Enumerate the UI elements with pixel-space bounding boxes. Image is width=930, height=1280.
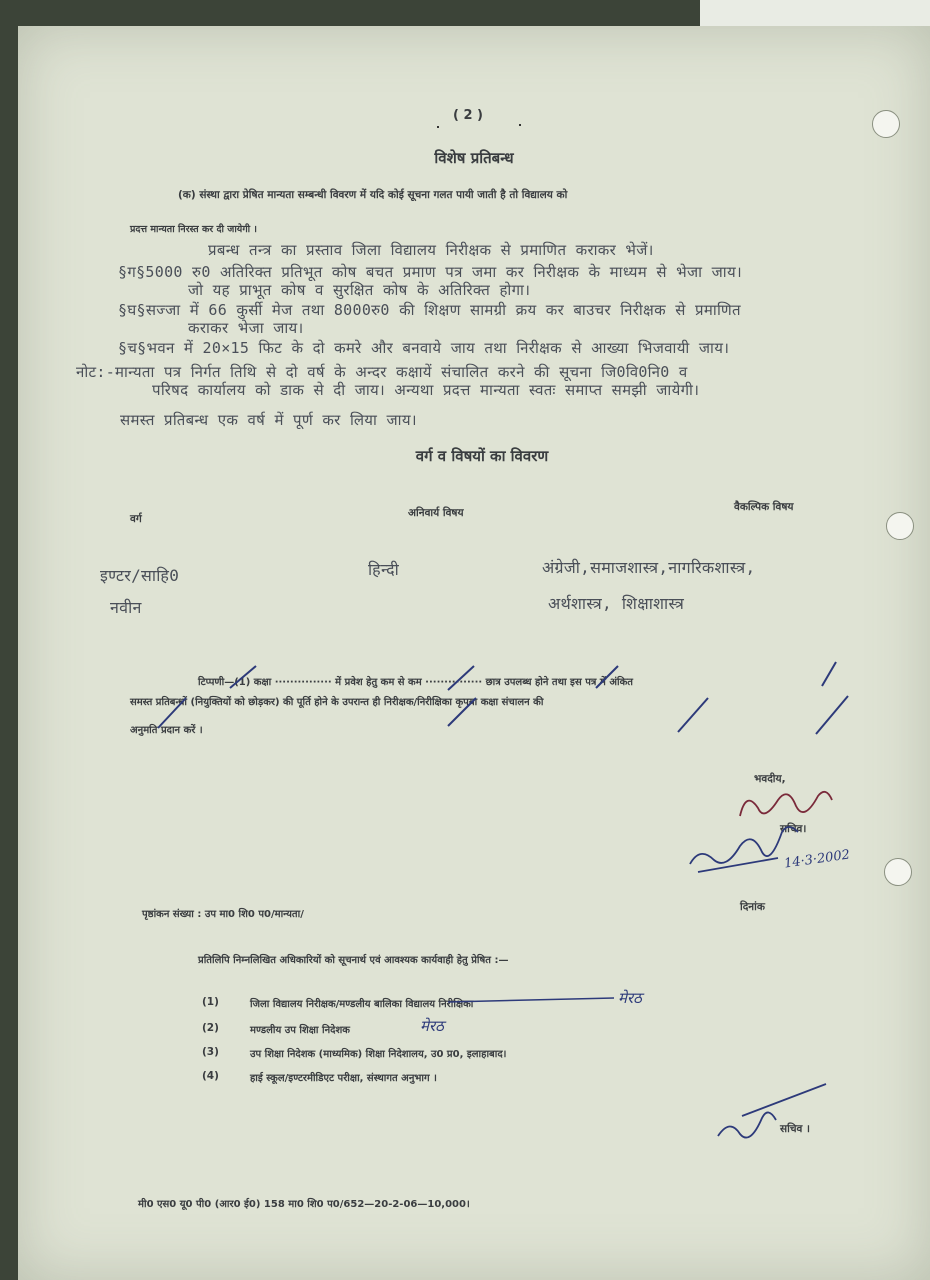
date-label: दिनांक bbox=[740, 901, 765, 913]
compulsory-subject: हिन्दी bbox=[368, 560, 400, 579]
subject-title: वर्ग व विषयों का विवरण bbox=[415, 447, 549, 465]
condition-1: प्रबन्ध तन्त्र का प्रस्ताव जिला विद्यालय निरीक्षक से प्रमाणित कराकर भेजें। bbox=[208, 241, 654, 259]
strike-mark bbox=[448, 698, 476, 726]
optional-subjects-1: अंग्रेजी,समाजशास्त्र,नागरिकशास्त्र, bbox=[542, 558, 756, 577]
remark-line2: समस्त प्रतिबन्धों (नियुक्तियों को छोड़कर) की पूर्ति होने के उपरान्त ही निरीक्षक/निरीक्षिका कृपया कक्षा संचालन की bbox=[130, 697, 544, 708]
strike-mark bbox=[448, 666, 474, 690]
remark-line3: अनुमति प्रदान करें । bbox=[130, 725, 203, 736]
copy-to-text: प्रतिलिपि निम्नलिखित अधिकारियों को सूचनार्थ एवं आवश्यक कार्यवाही हेतु प्रेषित :— bbox=[198, 955, 509, 966]
condition-2: §ग§5000 रु0 अतिरिक्त प्रतिभूत कोष बचत प्रमाण पत्र जमा कर निरीक्षक के माध्यम से भेजा जाय। bbox=[118, 263, 742, 281]
header-class: वर्ग bbox=[130, 513, 142, 525]
recipient-1-handwritten: मेरठ bbox=[618, 989, 642, 1007]
recipient-4-text: हाई स्कूल/इण्टरमीडिएट परीक्षा, संस्थागत अनुभाग । bbox=[250, 1073, 437, 1084]
ink-marks bbox=[18, 26, 930, 1280]
note-line3: समस्त प्रतिबन्ध एक वर्ष में पूर्ण कर लिया जाय। bbox=[120, 411, 417, 429]
condition-3-cont: कराकर भेजा जाय। bbox=[188, 319, 304, 337]
secretary-label: सचिव । bbox=[780, 1123, 810, 1135]
strike-mark bbox=[678, 698, 708, 732]
paren-ink bbox=[438, 124, 520, 128]
signature-blue bbox=[690, 827, 798, 872]
handwritten-date: 14·3·2002 bbox=[783, 847, 851, 872]
recipient-4-num: (4) bbox=[202, 1070, 219, 1082]
strike-mark bbox=[230, 666, 256, 688]
signature-red bbox=[740, 792, 832, 816]
recipient-2-handwritten: मेरठ bbox=[420, 1017, 444, 1035]
condition-2-cont: जो यह प्राभूत कोष व सुरक्षित कोष के अतिरिक्त होगा। bbox=[188, 281, 531, 299]
header-compulsory: अनिवार्य विषय bbox=[408, 507, 464, 519]
document-page bbox=[18, 26, 930, 1280]
footer-print-code: मी0 एस0 यू0 पी0 (आर0 ई0) 158 मा0 शि0 प0/652—20-2-06—10,000। bbox=[138, 1199, 470, 1210]
clause-a-line2: प्रदत्त मान्यता निरस्त कर दी जायेगी । bbox=[130, 224, 258, 235]
strike-mark bbox=[822, 662, 836, 686]
class-type: नवीन bbox=[110, 598, 142, 617]
strike-mark bbox=[158, 698, 186, 728]
class-value: इण्टर/साहि0 bbox=[100, 566, 180, 585]
page-number: ( 2 ) bbox=[453, 108, 483, 123]
recipient-3-text: उप शिक्षा निदेशक (माध्यमिक) शिक्षा निदेशालय, उ0 प्र0, इलाहाबाद। bbox=[250, 1049, 507, 1060]
header-optional: वैकल्पिक विषय bbox=[734, 501, 794, 513]
remark-line1: टिप्पणी—(1) कक्षा ··············· में प्रवेश हेतु कम से कम ··············· छात्र उपलब्ध होने तथा इस पत्र में अंकित bbox=[198, 677, 633, 688]
recipient-1-text: जिला विद्यालय निरीक्षक/मण्डलीय बालिका विद्यालय निरीक्षिका bbox=[250, 999, 474, 1010]
designation-secretary: सचिव। bbox=[780, 823, 807, 835]
endorsement-number: पृष्ठांकन संख्या : उप मा0 शि0 प0/मान्यता/ bbox=[142, 909, 304, 920]
recipient-2-num: (2) bbox=[202, 1022, 219, 1034]
clause-a-line1: (क) संस्था द्वारा प्रेषित मान्यता सम्बन्धी विवरण में यदि कोई सूचना गलत पायी जाती है तो विद्यालय को bbox=[178, 189, 568, 201]
section-title: विशेष प्रतिबन्ध bbox=[434, 149, 514, 167]
optional-subjects-2: अर्थशास्त्र, शिक्षाशास्त्र bbox=[548, 594, 685, 613]
strike-line bbox=[448, 998, 614, 1002]
note-line1: नोट:-मान्यता पत्र निर्गत तिथि से दो वर्ष के अन्दर कक्षायें संचालित करने की सूचना जि0वि0नि0 व bbox=[76, 363, 688, 381]
recipient-1-num: (1) bbox=[202, 996, 219, 1008]
signature-secretary bbox=[718, 1084, 826, 1138]
condition-3: §घ§सज्जा में 66 कुर्सी मेज तथा 8000रु0 की शिक्षण सामग्री क्रय कर बाउचर निरीक्षक से प्रमाणित bbox=[118, 301, 741, 319]
strike-mark bbox=[816, 696, 848, 734]
condition-4: §च§भवन में 20×15 फिट के दो कमरे और बनवाये जाय तथा निरीक्षक से आख्या भिजवायी जाय। bbox=[118, 339, 730, 357]
note-line2: परिषद कार्यालय को डाक से दी जाय। अन्यथा प्रदत्त मान्यता स्वतः समाप्त समझी जायेगी। bbox=[152, 381, 700, 399]
recipient-2-text: मण्डलीय उप शिक्षा निदेशक bbox=[250, 1025, 350, 1036]
strike-mark bbox=[596, 666, 618, 688]
yours-faithfully: भवदीय, bbox=[754, 773, 786, 785]
recipient-3-num: (3) bbox=[202, 1046, 219, 1058]
